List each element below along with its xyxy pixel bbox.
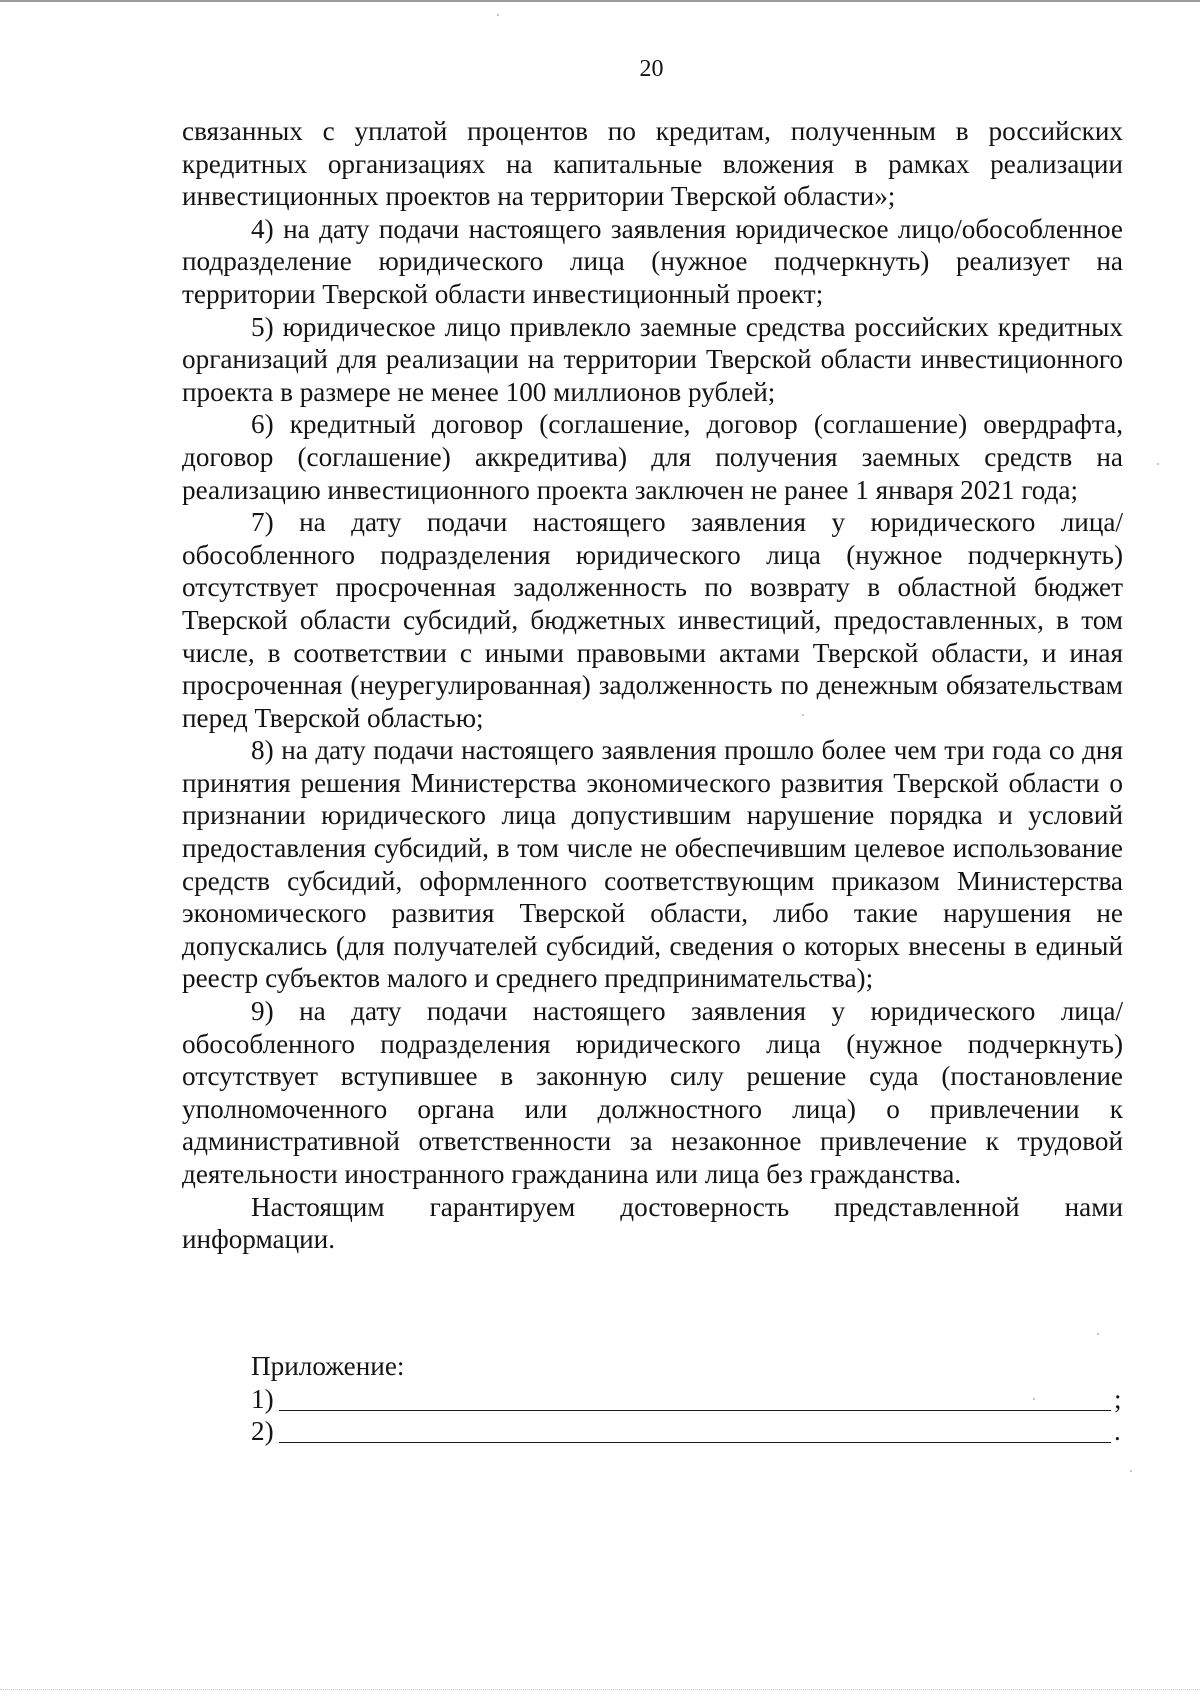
paragraph-item-8: 8) на дату подачи настоящего заявления прошло более чем три года со дня принятия решения Министерства экономического развития Тверской области о признании юридического лица допустившим нарушение порядка и условий предоставления субсидий, в том числе не обеспечившим целевое использование средств субсидий, оформленного соответствующим приказом Министерства экономического развития Тверской области, либо такие нарушения не допускались (для получателей субсидий, сведения о которых внесены в единый реестр субъектов малого и среднего предпринимательства); (182, 735, 1123, 994)
attachment-punctuation: . (1114, 1416, 1121, 1447)
attachment-line-1 (251, 1383, 1131, 1416)
document-body (182, 115, 1123, 1256)
attachment-blank-line (279, 1410, 1111, 1411)
attachment-punctuation: ; (1114, 1383, 1122, 1414)
scan-speck (1130, 1470, 1132, 1472)
paragraph-item-4: 4) на дату подачи настоящего заявления юридическое лицо/обособленное подразделение юридического лица (нужное подчеркнуть) реализует на территории Тверской области инвестиционный проект; (182, 213, 1123, 309)
paragraph-item-5: 5) юридическое лицо привлекло заемные средства российских кредитных организаций для реализации на территории Тверской области инвестиционного проекта в размере не менее 100 миллионов рублей; (182, 311, 1123, 407)
scan-speck (802, 714, 804, 716)
attachments-block (251, 1350, 1131, 1448)
paragraph-continuation: связанных с уплатой процентов по кредитам, полученным в российских кредитных организациях на капитальные вложения в рамках реализации инвестиционных проектов на территории Тверской области»; (182, 116, 1123, 212)
attachment-number: 1) (251, 1383, 274, 1414)
attachment-number: 2) (251, 1416, 274, 1447)
scan-speck (1033, 1398, 1035, 1400)
attachments-title: Приложение: (251, 1351, 405, 1381)
paragraph-item-9: 9) на дату подачи настоящего заявления у юридического лица/обособленного подразделения юридического лица (нужное подчеркнуть) отсутствует вступившее в законную силу решение суда (постановление уполномоченного органа или должностного лица) о привлечении к административной ответственности за незаконное привлечение к трудовой деятельности иностранного гражданина или лица без гражданства. (182, 996, 1123, 1189)
scan-top-edge (0, 0, 1200, 2)
page-number: 20 (639, 56, 664, 82)
attachment-blank-line (279, 1442, 1111, 1443)
scan-speck (497, 14, 499, 16)
scan-speck (1097, 1333, 1099, 1335)
paragraph-guarantee: Настоящим гарантируем достоверность представленной нами информации. (182, 1191, 1123, 1255)
paragraph-item-7: 7) на дату подачи настоящего заявления у юридического лица/обособленного подразделения юридического лица (нужное подчеркнуть) отсутствует просроченная задолженность по возврату в областной бюджет Тверской области субсидий, бюджетных инвестиций, предоставленных, в том числе, в соответствии с иными правовыми актами Тверской области, и иная просроченная (неурегулированная) задолженность по денежным обязательствам перед Тверской областью; (182, 507, 1123, 733)
scan-speck (1157, 463, 1159, 465)
attachment-line-2 (251, 1415, 1131, 1448)
paragraph-item-6: 6) кредитный договор (соглашение, договор (соглашение) овердрафта, договор (соглашение) аккредитива) для получения заемных средств на реализацию инвестиционного проекта заключен не ранее 1 января 2021 года; (182, 409, 1123, 505)
scan-bottom-edge (0, 1689, 1200, 1691)
